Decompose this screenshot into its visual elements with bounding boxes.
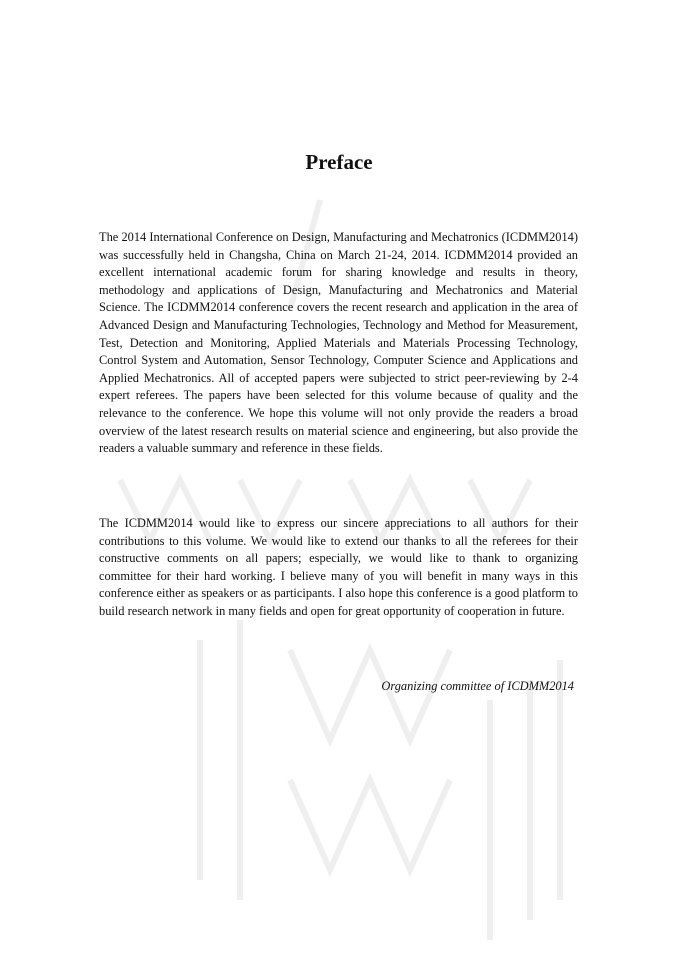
preface-paragraph-1: The 2014 International Conference on Design, Manufacturing and Mechatronics (ICDMM2014) was successfully held in Changsha, China on March 21-24, 2014. ICDMM2014 provided an excellent international academic forum for sharing knowledge and results in theory, methodology and applications of Design, Manufacturing and Mechatronics and Material Science. The ICDMM2014 conference covers the recent research and application in the area of Advanced Design and Manufacturing Technologies, Technology and Method for Measurement, Test, Detection and Monitoring, Applied Materials and Materials Processing Technology, Control System and Automation, Sensor Technology, Computer Science and Applications and Applied Mechatronics. All of accepted papers were subjected to strict peer-reviewing by 2-4 expert referees. The papers have been selected for this volume because of quality and the relevance to the conference. We hope this volume will not only provide the readers a broad overview of the latest research results on material science and engineering, but also provide the readers a valuable summary and reference in these fields.: [99, 230, 578, 456]
signature: Organizing committee of ICDMM2014: [381, 679, 574, 693]
page-title: Preface: [305, 150, 373, 174]
preface-paragraph-2: The ICDMM2014 would like to express our sincere appreciations to all authors for their contributions to this volume. We would like to extend our thanks to all the referees for their constructive comments on all papers; especially, we would like to thank to organizing committee for their hard working. I believe many of you will benefit in many ways in this conference either as speakers or as participants. I also hope this conference is a good platform to build research network in many fields and open for great opportunity of cooperation in future.: [99, 516, 578, 618]
